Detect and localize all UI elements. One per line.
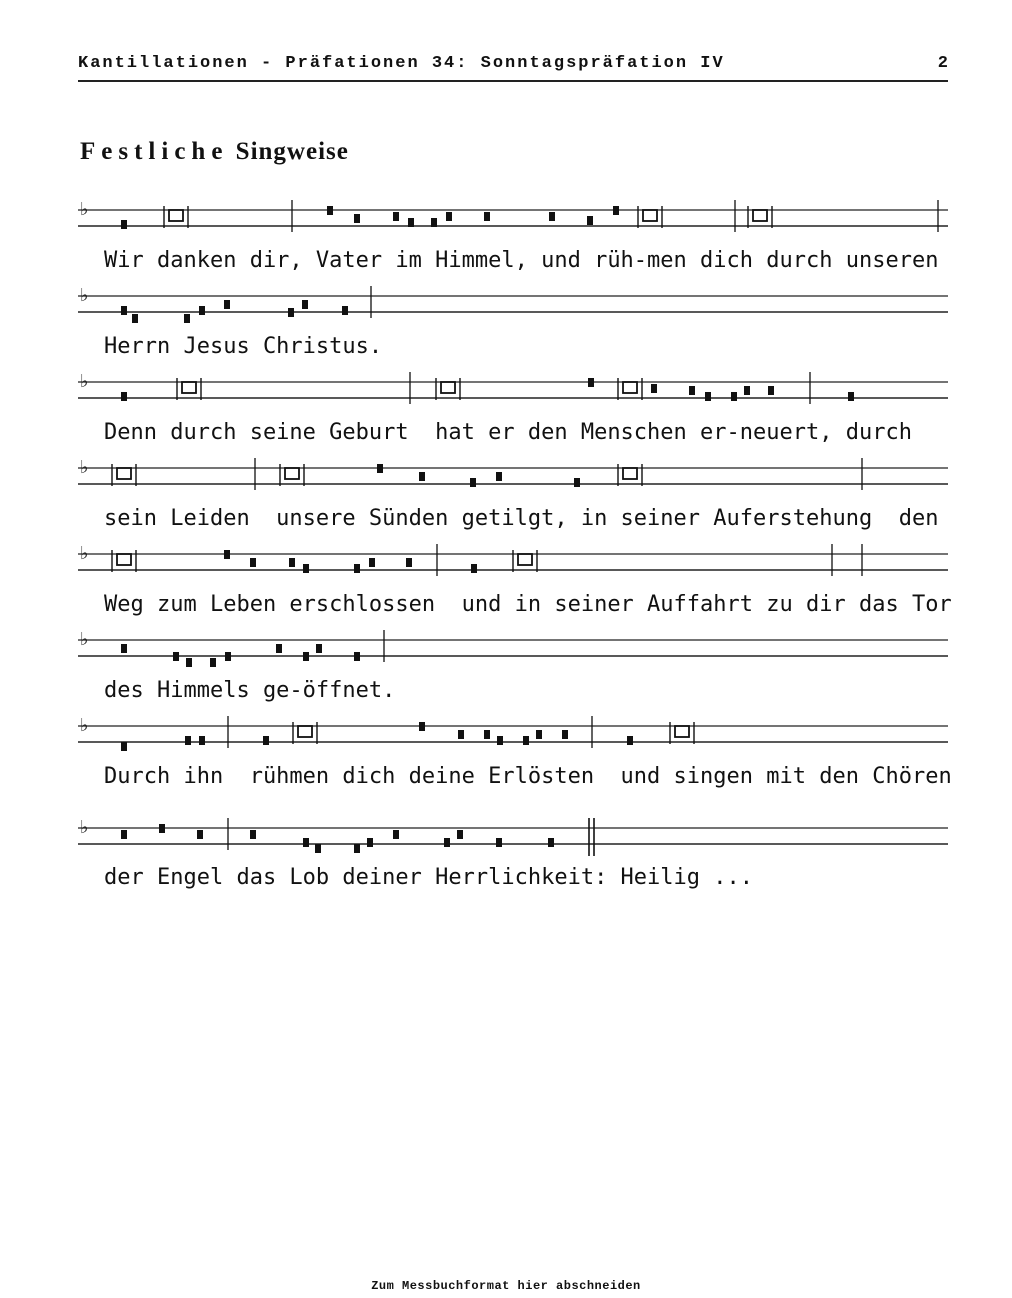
recitation-tone-box (441, 382, 455, 393)
section-title-second-word: Singweise (235, 138, 349, 165)
chant-note (377, 464, 383, 473)
lyric-line-7: Durch ihn rühmen dich deine Erlösten und singen mit den Chören (104, 764, 952, 789)
recitation-tone-box (623, 468, 637, 479)
chant-note (496, 472, 502, 481)
chant-note (303, 838, 309, 847)
chant-note (132, 314, 138, 323)
clef-6: ♭ (80, 629, 89, 650)
chant-note (121, 392, 127, 401)
recitation-tone-box (182, 382, 196, 393)
chant-note (444, 838, 450, 847)
chant-note (705, 392, 711, 401)
chant-note (315, 844, 321, 853)
recitation-tone-box (117, 554, 131, 565)
chant-note (354, 214, 360, 223)
chant-note (250, 558, 256, 567)
chant-note (549, 212, 555, 221)
chant-note (224, 550, 230, 559)
clef-8: ♭ (80, 817, 89, 838)
chant-note (393, 212, 399, 221)
recitation-tone-box (117, 468, 131, 479)
chant-note (768, 386, 774, 395)
chant-note (225, 652, 231, 661)
chant-note (627, 736, 633, 745)
chant-note (354, 652, 360, 661)
chant-note (121, 220, 127, 229)
chant-note (496, 838, 502, 847)
lyric-line-1: Wir danken dir, Vater im Himmel, und rüh-men dich durch unseren (104, 248, 939, 273)
chant-note (731, 392, 737, 401)
chant-note (250, 830, 256, 839)
recitation-tone-box (753, 210, 767, 221)
chant-note (289, 558, 295, 567)
chant-note (613, 206, 619, 215)
footer-note: Zum Messbuchformat hier abschneiden (371, 1279, 641, 1293)
chant-note (484, 730, 490, 739)
recitation-tone-box (169, 210, 183, 221)
chant-note (369, 558, 375, 567)
chant-note (354, 844, 360, 853)
chant-note (446, 212, 452, 221)
chant-note (548, 838, 554, 847)
chant-note (288, 308, 294, 317)
chant-note (588, 378, 594, 387)
chant-note (210, 658, 216, 667)
chant-note (536, 730, 542, 739)
chant-note (431, 218, 437, 227)
chant-note (159, 824, 165, 833)
clef-7: ♭ (80, 715, 89, 736)
chant-note (173, 652, 179, 661)
recitation-tone-box (675, 726, 689, 737)
chant-note (651, 384, 657, 393)
chant-note (342, 306, 348, 315)
chant-note (562, 730, 568, 739)
lyric-line-2: Herrn Jesus Christus. (104, 334, 383, 359)
chant-note (302, 300, 308, 309)
chant-note (471, 564, 477, 573)
chant-note (276, 644, 282, 653)
chant-note (199, 736, 205, 745)
chant-note (303, 564, 309, 573)
chant-note (457, 830, 463, 839)
chant-note (354, 564, 360, 573)
chant-note (121, 830, 127, 839)
chant-note (406, 558, 412, 567)
chant-note (523, 736, 529, 745)
recitation-tone-box (643, 210, 657, 221)
page-header (78, 54, 948, 82)
clef-1: ♭ (80, 199, 89, 220)
chant-note (744, 386, 750, 395)
chant-note (316, 644, 322, 653)
chant-note (184, 314, 190, 323)
chant-note (367, 838, 373, 847)
chant-note (419, 722, 425, 731)
chant-note (689, 386, 695, 395)
lyric-line-3: Denn durch seine Geburt hat er den Menschen er-neuert, durch (104, 420, 912, 445)
recitation-tone-box (285, 468, 299, 479)
chant-note (197, 830, 203, 839)
chant-note (484, 212, 490, 221)
clef-2: ♭ (80, 285, 89, 306)
chant-note (186, 658, 192, 667)
recitation-tone-box (623, 382, 637, 393)
lyric-line-6: des Himmels ge-öffnet. (104, 678, 396, 703)
section-title-first-word: Festliche (80, 138, 229, 165)
clef-4: ♭ (80, 457, 89, 478)
chant-note (303, 652, 309, 661)
chant-note (419, 472, 425, 481)
page-number: 2 (937, 54, 948, 73)
clef-5: ♭ (80, 543, 89, 564)
chant-note (408, 218, 414, 227)
chant-note (185, 736, 191, 745)
chant-note (458, 730, 464, 739)
chant-note (470, 478, 476, 487)
chant-note (263, 736, 269, 745)
lyric-line-4: sein Leiden unsere Sünden getilgt, in seiner Auferstehung den (104, 506, 939, 531)
section-title (80, 138, 349, 166)
clef-3: ♭ (80, 371, 89, 392)
chant-note (587, 216, 593, 225)
lyric-line-8: der Engel das Lob deiner Herrlichkeit: Heilig ... (104, 865, 754, 890)
chant-note (121, 306, 127, 315)
lyric-line-5: Weg zum Leben erschlossen und in seiner Auffahrt zu dir das Tor (104, 592, 952, 617)
chant-note (199, 306, 205, 315)
chant-note (121, 742, 127, 751)
header-title: Kantillationen - Präfationen 34: Sonntagspräfation IV (78, 54, 725, 73)
recitation-tone-box (298, 726, 312, 737)
chant-note (497, 736, 503, 745)
chant-note (393, 830, 399, 839)
chant-note (121, 644, 127, 653)
chant-note (574, 478, 580, 487)
chant-note (848, 392, 854, 401)
recitation-tone-box (518, 554, 532, 565)
chant-note (224, 300, 230, 309)
chant-note (327, 206, 333, 215)
